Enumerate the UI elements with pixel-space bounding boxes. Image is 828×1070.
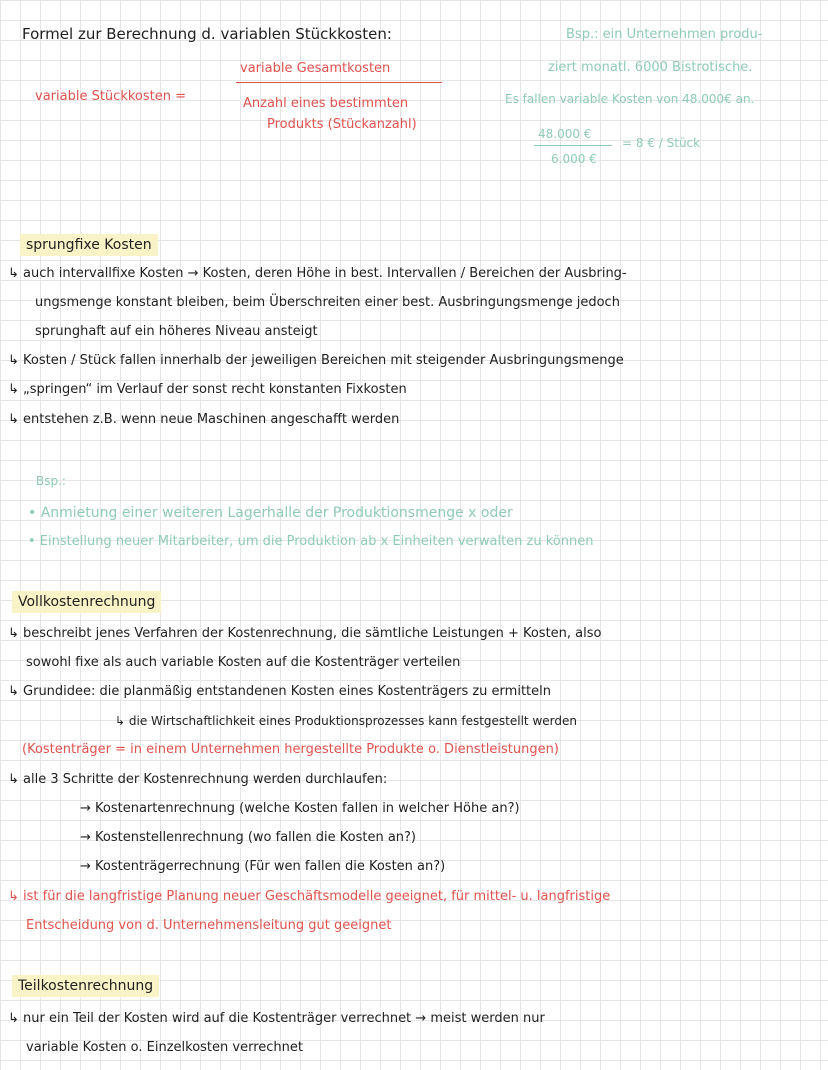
- sprungfix-example-label: Bsp.:: [36, 474, 66, 488]
- formula-lhs: variable Stückkosten =: [35, 89, 186, 104]
- vollkosten-red-line-1: ↳ ist für die langfristige Planung neuer Geschäftsmodelle geeignet, für mittel- u. langfristige: [8, 889, 611, 904]
- sprungfix-bullet-3: ↳ „springen“ im Verlauf der sonst recht konstanten Fixkosten: [8, 382, 407, 397]
- example-line-1: Bsp.: ein Unternehmen produ-: [566, 27, 763, 42]
- example-line-3: Es fallen variable Kosten von 48.000€ an.: [505, 92, 755, 106]
- vollkosten-bullet-2: ↳ Grundidee: die planmäßig entstandenen Kosten eines Kostenträgers zu ermitteln: [8, 684, 551, 699]
- vollkosten-bullet-3: ↳ alle 3 Schritte der Kostenrechnung werden durchlaufen:: [8, 772, 388, 787]
- teilkosten-bullet-1-line-2: variable Kosten o. Einzelkosten verrechnet: [26, 1040, 303, 1055]
- formula-denominator-2: Produkts (Stückanzahl): [267, 117, 417, 132]
- vollkosten-red-line-2: Entscheidung von d. Unternehmensleitung gut geeignet: [26, 918, 392, 933]
- vollkosten-step-3: → Kostenträgerrechnung (Für wen fallen die Kosten an?): [80, 859, 446, 874]
- example-frac-result: = 8 € / Stück: [622, 136, 701, 150]
- vollkosten-bullet-2-sub: ↳ die Wirtschaftlichkeit eines Produktionsprozesses kann festgestellt werden: [115, 714, 577, 728]
- sprungfix-bullet-2: ↳ Kosten / Stück fallen innerhalb der jeweiligen Bereichen mit steigender Ausbringungsmenge: [8, 353, 624, 368]
- example-line-2: ziert monatl. 6000 Bistrotische.: [548, 60, 753, 75]
- sprungfix-bullet-4: ↳ entstehen z.B. wenn neue Maschinen angeschafft werden: [8, 412, 400, 427]
- vollkosten-heading: Vollkostenrechnung: [12, 591, 161, 613]
- vollkosten-bullet-1-line-1: ↳ beschreibt jenes Verfahren der Kostenrechnung, die sämtliche Leistungen + Kosten, also: [8, 626, 602, 641]
- formula-numerator: variable Gesamtkosten: [240, 61, 391, 76]
- sprungfix-bullet-1-line-3: sprunghaft auf ein höheres Niveau ansteigt: [35, 324, 318, 339]
- example-frac-numerator: 48.000 €: [538, 127, 592, 141]
- example-fraction-bar: [534, 145, 612, 146]
- sprungfix-bullet-1-line-2: ungsmenge konstant bleiben, beim Überschreiten einer best. Ausbringungsmenge jedoch: [35, 295, 620, 310]
- sprungfix-heading: sprungfixe Kosten: [20, 234, 158, 256]
- example-frac-denominator: 6.000 €: [551, 152, 597, 166]
- teilkosten-heading: Teilkostenrechnung: [12, 975, 159, 997]
- formula-fraction-bar: [236, 82, 442, 83]
- sprungfix-example-1: • Anmietung einer weiteren Lagerhalle der Produktionsmenge x oder: [28, 505, 513, 521]
- formula-title: Formel zur Berechnung d. variablen Stückkosten:: [22, 25, 392, 43]
- sprungfix-bullet-1-line-1: ↳ auch intervallfixe Kosten → Kosten, deren Höhe in best. Intervallen / Bereichen der Ausbring-: [8, 266, 627, 281]
- vollkosten-red-note: (Kostenträger = in einem Unternehmen hergestellte Produkte o. Dienstleistungen): [22, 742, 559, 757]
- sprungfix-example-2: • Einstellung neuer Mitarbeiter, um die Produktion ab x Einheiten verwalten zu können: [28, 534, 594, 549]
- vollkosten-step-2: → Kostenstellenrechnung (wo fallen die Kosten an?): [80, 830, 417, 845]
- formula-denominator-1: Anzahl eines bestimmten: [243, 96, 409, 111]
- vollkosten-step-1: → Kostenartenrechnung (welche Kosten fallen in welcher Höhe an?): [80, 801, 520, 816]
- teilkosten-bullet-1-line-1: ↳ nur ein Teil der Kosten wird auf die Kostenträger verrechnet → meist werden nur: [8, 1011, 545, 1026]
- vollkosten-bullet-1-line-2: sowohl fixe als auch variable Kosten auf die Kostenträger verteilen: [26, 655, 461, 670]
